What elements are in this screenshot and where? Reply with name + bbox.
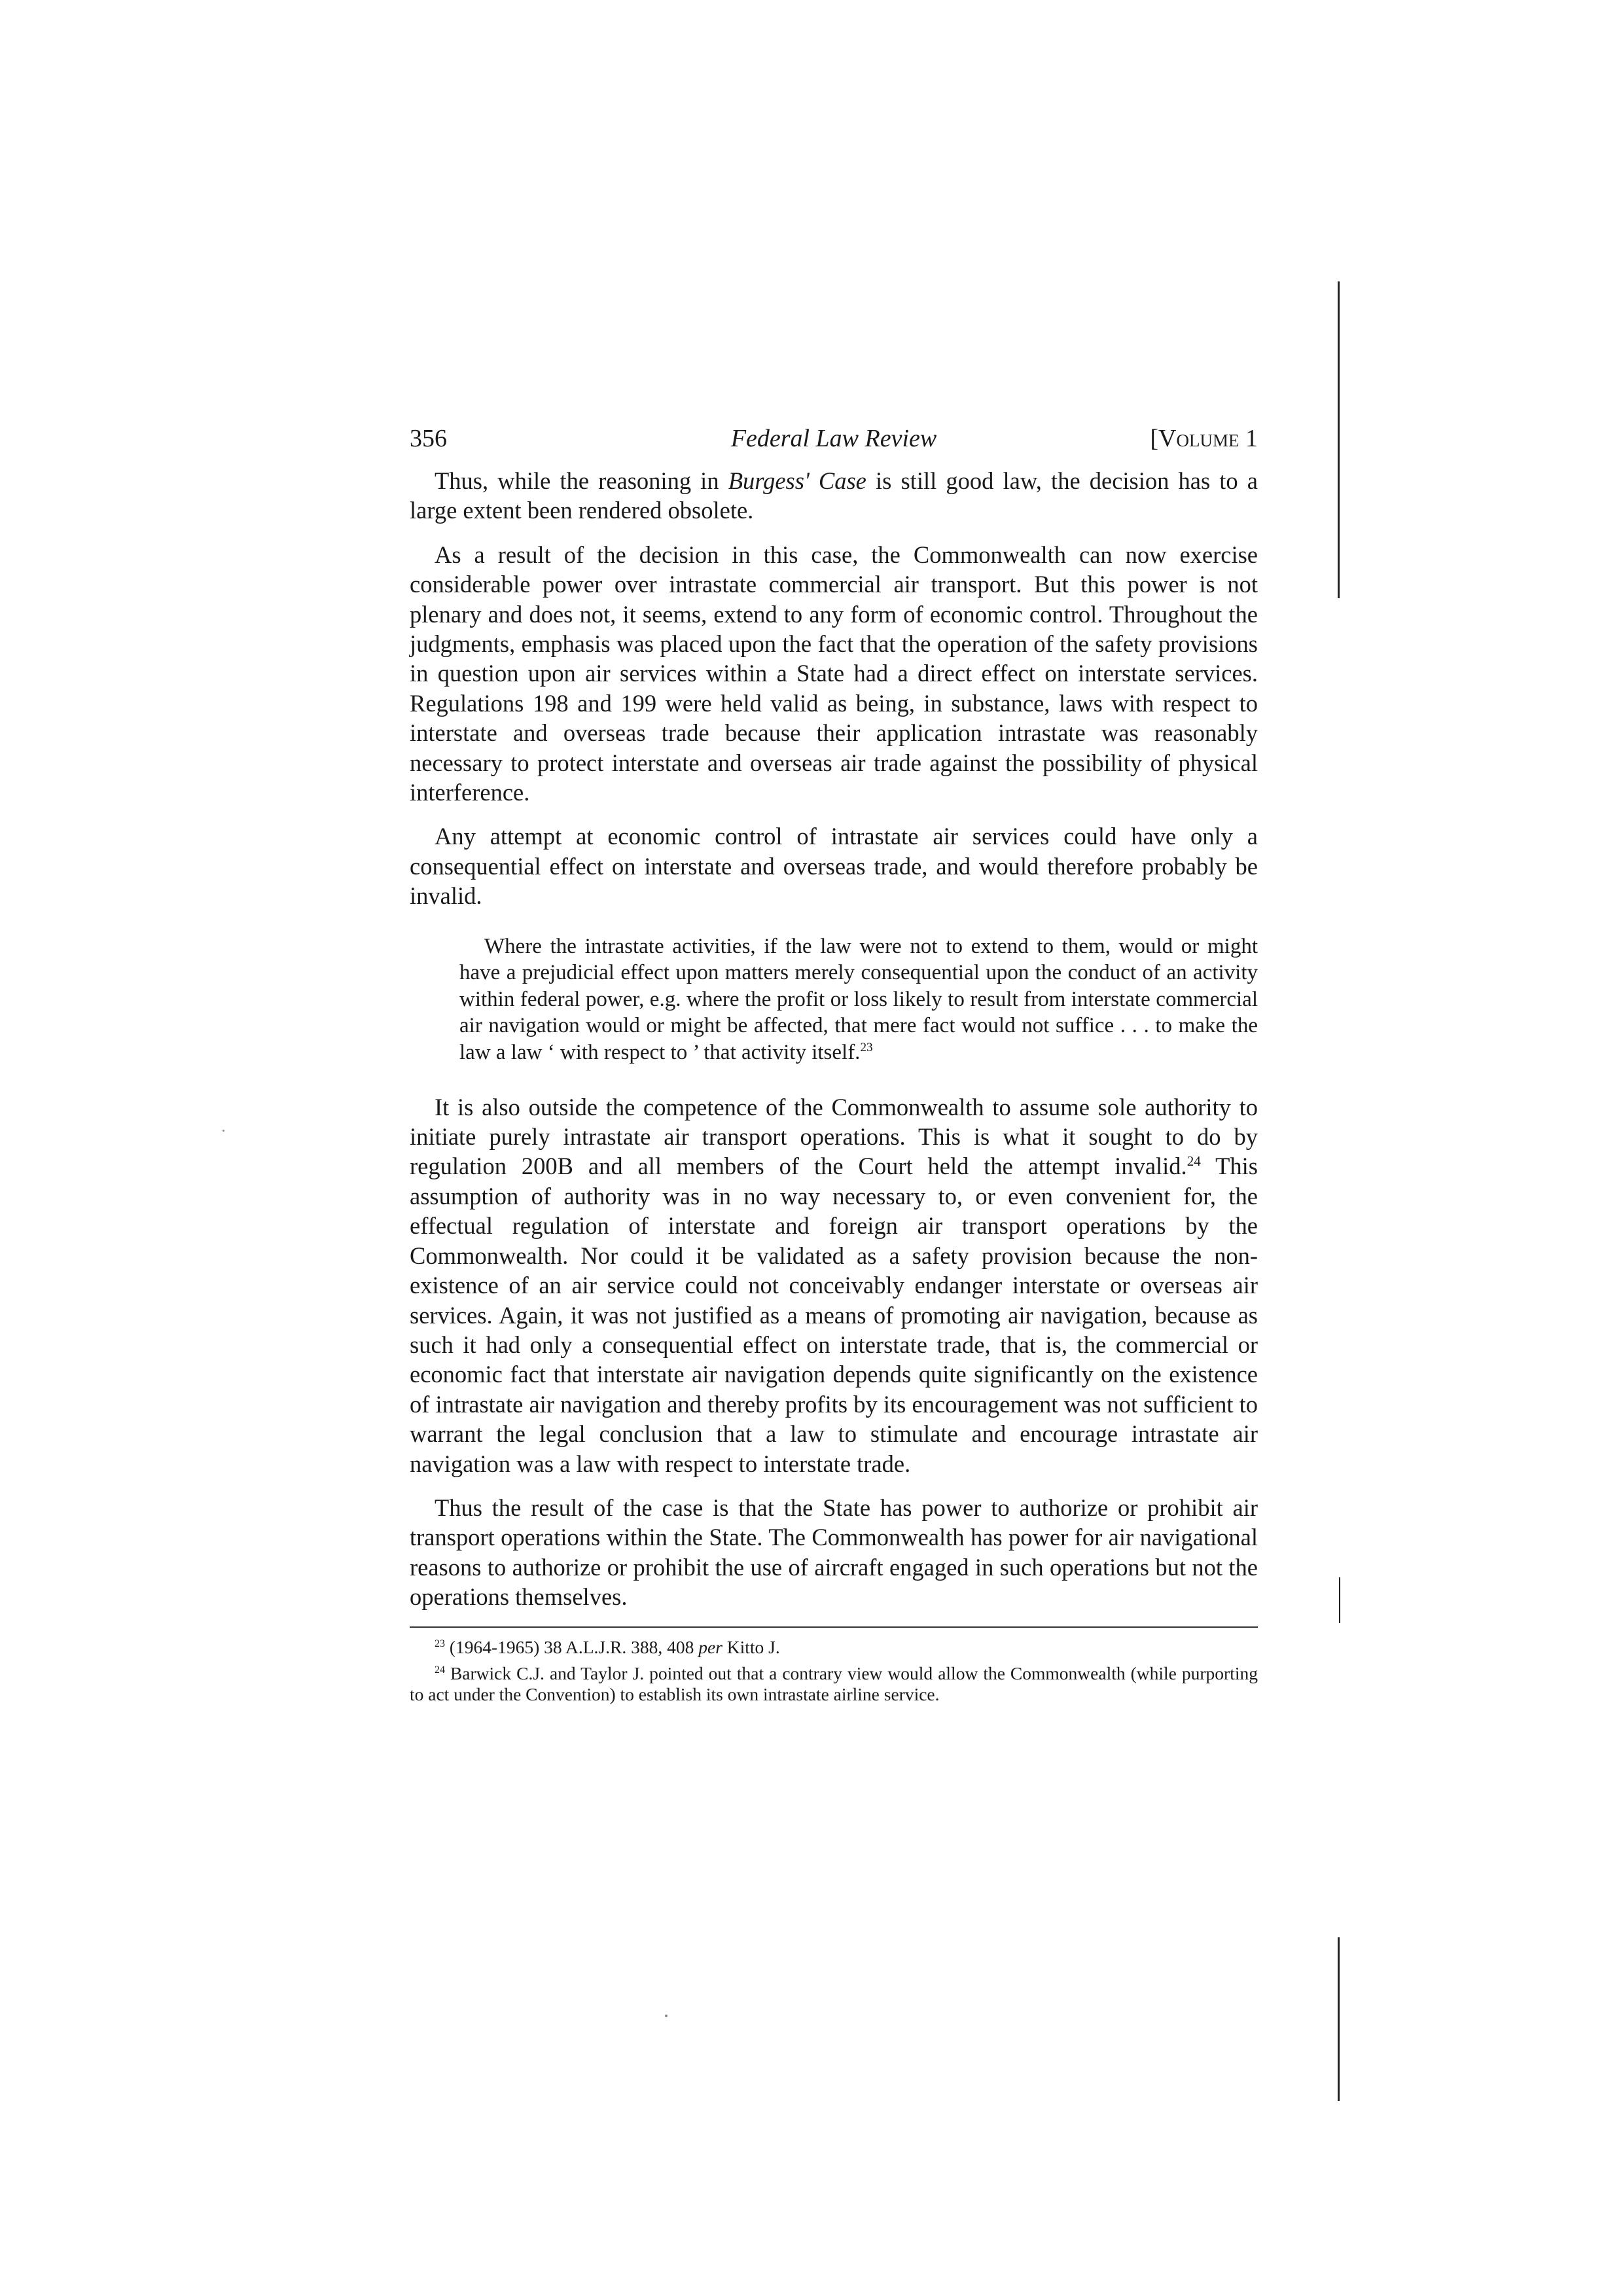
footnote-ref-23: 23 (860, 1041, 873, 1055)
footnote-23: $^{23}$ (1964-1965) 38 A.L.J.R. 388, 408 per Kitto J. (435, 1636, 780, 1657)
running-head (410, 419, 1258, 458)
scan-margin-line-bottom (1338, 1937, 1340, 2101)
page-number: 356 (410, 425, 447, 452)
body-text (410, 466, 1258, 1612)
scan-speck (665, 2015, 668, 2017)
scan-speck (223, 1130, 224, 1132)
paragraph-5: Thus the result of the case is that the State has power to authorize or prohibit air transport operations within the State. The Commonwealth has power for air navigational reasons to authorize or prohibit the use of aircraft engaged in such operations but not the operations themselves. (410, 1494, 1258, 1611)
paragraph-3: Any attempt at economic control of intrastate air services could have only a consequential effect on interstate and overseas trade, and would therefore probably be invalid. (410, 823, 1258, 910)
quote-text: Where the intrastate activities, if the law were not to extend to them, would or might have a prejudicial effect upon matters merely consequential upon the conduct of an activity within federal power, e.g. where the profit or loss likely to result from interstate commercial air navigation would or might be affected, that mere fact would not suffice . . . to make the law a law ‘ with respect to ’ that activity itself. (459, 934, 1258, 1065)
volume-label: [Volume 1 (1150, 425, 1258, 452)
footnote-24: $^{24}$ Barwick C.J. and Taylor J. pointed out that a contrary view would allow the Commonwealth (while purporting to act under the Convention) to establish its own intrastate airline service. (410, 1662, 1258, 1704)
paragraph-2: As a result of the decision in this case, the Commonwealth can now exercise considerable power over intrastate commercial air transport. But this power is not plenary and does not, it seems, extend to any form of economic control. Throughout the judgments, emphasis was placed upon the fact that the operation of the safety provisions in question upon air services within a State had a direct effect on interstate services. Regulations 198 and 199 were held valid as being, in substance, laws with respect to interstate and overseas trade because their application intrastate was reasonably necessary to protect interstate and overseas air trade against the possibility of physical interference. (410, 541, 1258, 806)
block-quote (459, 933, 1258, 1066)
footnote-ref-24: 24 (1186, 1153, 1201, 1170)
journal-title: Federal Law Review (730, 425, 937, 452)
scan-margin-line-middle (1339, 1577, 1340, 1623)
paragraph-4: It is also outside the competence of the Commonwealth to assume sole authority to initiate purely intrastate air transport operations. This is what it sought to do by regulation 200B and all members of the Court held the attempt invalid.$^{24}$ This assumption of authority was in no way necessary to, or even convenient for, the effectual regulation of interstate and foreign air transport operations by the Commonwealth. Nor could it be validated as a safety provision because the non-existence of an air service could not conceivably endanger interstate or overseas air services. Again, it was not justified as a means of promoting air navigation, because as such it had only a consequential effect on interstate trade, that is, the commercial or economic fact that interstate air navigation depends quite significantly on the existence of intrastate air navigation and thereby profits by its encouragement was not sufficient to warrant the legal conclusion that a law to stimulate and encourage intrastate air navigation was a law with respect to interstate trade. (410, 1093, 1258, 1477)
paragraph-1: Thus, while the reasoning in Burgess' Case is still good law, the decision has to a large extent been rendered obsolete. (410, 467, 1258, 524)
footnotes (410, 1626, 1258, 1705)
case-name: Burgess' Case (728, 467, 866, 494)
document-page (410, 419, 1258, 1710)
scan-margin-line-top (1338, 281, 1340, 598)
